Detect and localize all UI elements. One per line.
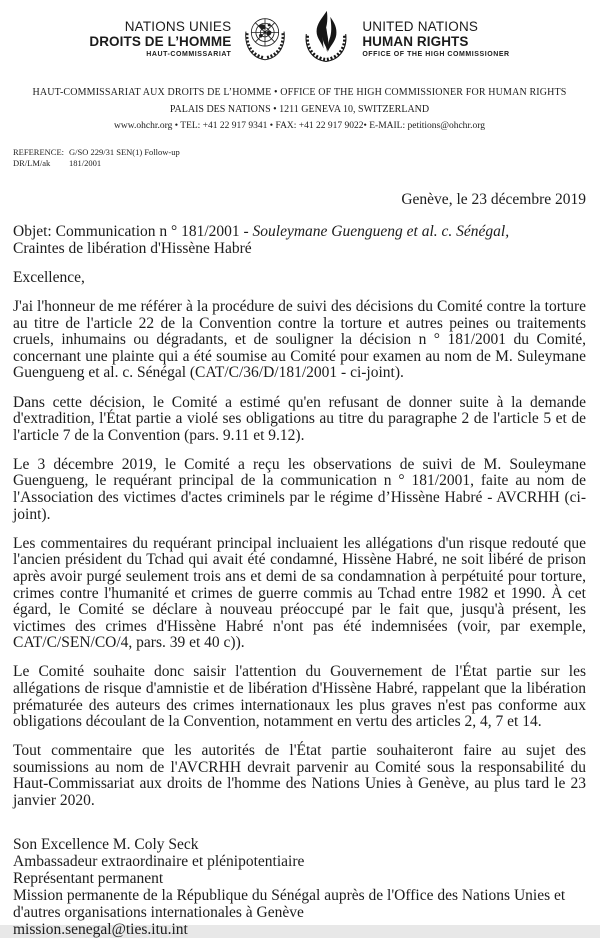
recipient-mission: Mission permanente de la République du Sénégal auprès de l'Office des Nations Unies et d'autres organisations internationales à Genève: [13, 886, 566, 921]
subject-block: [13, 223, 586, 257]
right-wordmark-line3: OFFICE OF THE HIGH COMMISSIONER: [362, 51, 510, 58]
paragraph-3: Le 3 décembre 2019, le Comité a reçu les observations de suivi de M. Souleymane Guengueng, le requérant principal de la communication n ° 181/2001, faite au nom de l'Association des victimes d'actes criminels par le régime d’Hissène Habré - AVCRHH (ci-joint).: [13, 455, 586, 523]
salutation: Excellence,: [13, 269, 85, 286]
paragraph-2: Dans cette décision, le Comité a estimé qu'en refusant de donner suite à la demande d'extradition, l'État partie a violé ses obligations au titre du paragraphe 2 de l'article 5 et de l'article 7 de la Convention (pars. 9.11 et 9.12).: [13, 393, 586, 444]
letterhead-address: [13, 87, 586, 132]
subject-prefix: Objet: Communication n ° 181/2001 -: [13, 223, 253, 240]
letterhead: [13, 10, 586, 72]
subject-line-1: [13, 223, 586, 240]
left-wordmark: [89, 10, 231, 59]
letter-body: [13, 299, 586, 810]
address-line-3: www.ohchr.org • TEL: +41 22 917 9341 • FAX: +41 22 917 9022• E-MAIL: petitions@ohchr.org: [114, 121, 485, 131]
reference-label: REFERENCE:: [13, 147, 65, 157]
file-reference-label: DR/LM/ak: [13, 157, 51, 168]
reference-block: [13, 147, 586, 168]
subject-line-2: Craintes de libération d'Hissène Habré: [13, 240, 252, 257]
subject-case-name: Souleymane Guengueng et al. c. Sénégal,: [252, 223, 510, 240]
ohchr-flame-icon: [299, 10, 353, 70]
right-wordmark: [362, 10, 509, 59]
recipient-email: mission.senegal@ties.itu.int: [13, 920, 188, 938]
file-reference-row: [13, 158, 586, 169]
recipient-title-2: Représentant permanent: [13, 869, 164, 887]
right-wordmark-line2: HUMAN RIGHTS: [362, 34, 469, 49]
file-reference-value: 181/2001: [69, 157, 102, 168]
recipient-title-1: Ambassadeur extraordinaire et plénipotentiaire: [13, 852, 305, 870]
reference-row: [13, 147, 586, 158]
left-wordmark-line1: NATIONS UNIES: [124, 19, 232, 34]
recipient-block: [13, 836, 586, 938]
address-line-1: HAUT-COMMISSARIAT AUX DROITS DE L’HOMME • OFFICE OF THE HIGH COMMISSIONER FOR HUMAN RIGHTS: [32, 87, 567, 98]
reference-value: G/SO 229/31 SEN(1) Follow-up: [69, 147, 180, 157]
paragraph-1: J'ai l'honneur de me référer à la procédure de suivi des décisions du Comité contre la torture au titre de l'article 22 de la Convention contre la torture et autres peines ou traitements cruels, inhumains ou dégradants, et de souligner la décision n ° 181/2001 du Comité, concernant une plainte qui a été soumise au Comité pour examen au nom de M. Suleymane Guengueng et al. c. Sénégal (CAT/C/36/D/181/2001 - ci-joint).: [13, 298, 586, 382]
paragraph-5: Le Comité souhaite donc saisir l'attention du Gouvernement de l'État partie sur les allégations de risque d'amnistie et de libération d'Hissène Habré, rappelant que la libération prématurée des auteurs des crimes internationaux les plus graves n'est pas conforme aux obligations découlant de la Convention, notamment en vertu des articles 2, 4, 7 et 14.: [13, 663, 586, 731]
left-wordmark-line3: HAUT-COMMISSARIAT: [146, 51, 232, 58]
paragraph-4: Les commentaires du requérant principal incluaient les allégations d'un risque redouté que l'ancien président du Tchad qui avait été condamné, Hissène Habré, ne soit libéré de prison après avoir purgé seulement trois ans et demi de sa condamnation à perpétuité pour torture, crimes contre l'humanité et crimes de guerre commis au Tchad entre 1982 et 1990. À cet égard, le Comité se déclare à nouveau préoccupé par le fait que, jusqu'à présent, les victimes des crimes d'Hissène Habré n'ont pas été indemnisées (voir, par exemple, CAT/C/SEN/CO/4, pars. 39 et 40 c)).: [13, 534, 586, 652]
left-wordmark-line2: DROITS DE L’HOMME: [89, 34, 232, 49]
paragraph-6: Tout commentaire que les autorités de l'État partie souhaiteront faire au sujet des soumissions au nom de l'AVCRHH devrait parvenir au Comité sous la responsabilité du Haut-Commissariat aux droits de l'homme des Nations Unies à Genève, au plus tard le 23 janvier 2020.: [13, 742, 586, 810]
recipient-name: Son Excellence M. Coly Seck: [13, 835, 199, 853]
right-wordmark-line1: UNITED NATIONS: [362, 19, 479, 34]
un-emblem-icon: [240, 10, 290, 68]
address-line-2: PALAIS DES NATIONS • 1211 GENEVA 10, SWITZERLAND: [169, 104, 430, 115]
date-line: Genève, le 23 décembre 2019: [401, 191, 586, 208]
